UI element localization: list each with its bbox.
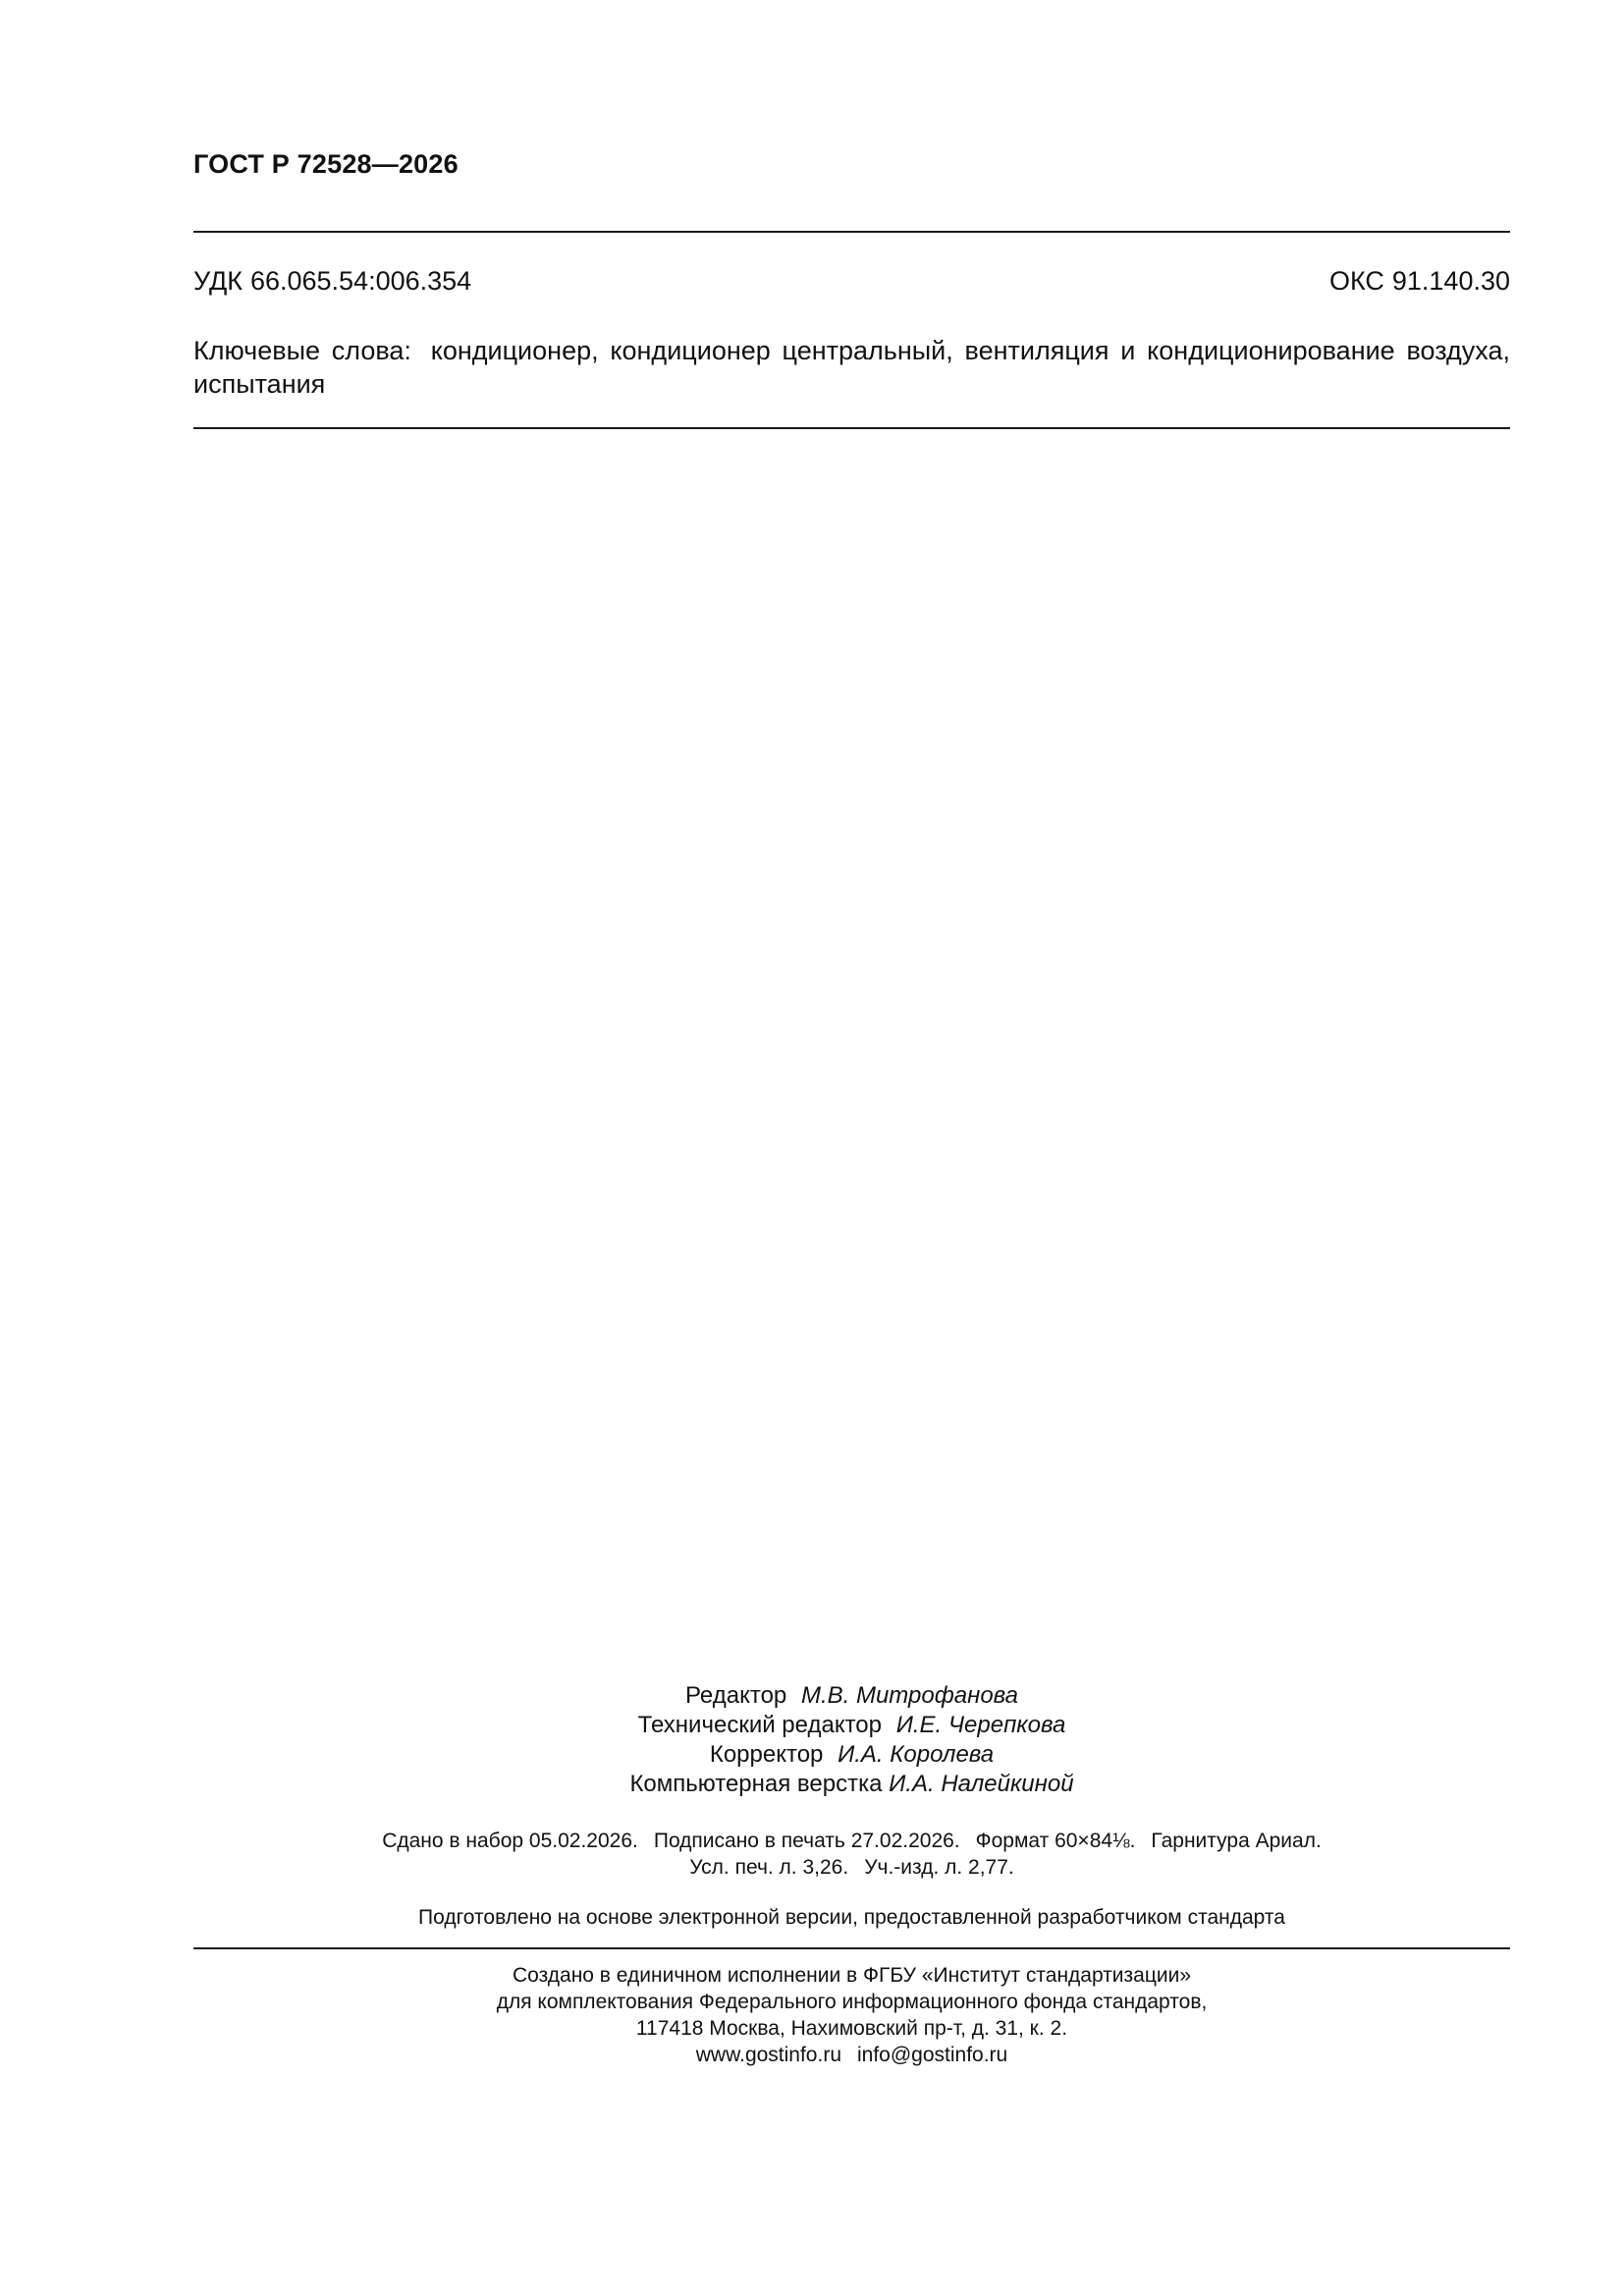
credit-name: М.В. Митрофанова	[800, 1682, 1019, 1709]
imprint-signed: Подписано в печать 27.02.2026.	[653, 1830, 960, 1852]
credit-role: Редактор	[684, 1682, 787, 1709]
publisher-contacts	[193, 2042, 1510, 2068]
credit-name: И.Е. Черепкова	[895, 1712, 1066, 1738]
imprint-block	[193, 1828, 1510, 1881]
udc-code	[193, 266, 471, 297]
credits-block	[193, 1681, 1510, 1799]
keywords-text: кондиционер, кондиционер центральный, вентиляция и кондиционирование воздуха, испытания	[193, 336, 1510, 399]
publisher-divider	[193, 1947, 1510, 1949]
publisher-email-link[interactable]: info@gostinfo.ru	[857, 2044, 1008, 2066]
publisher-address: 117418 Москва, Нахимовский пр-т, д. 31, к. 2.	[635, 2017, 1068, 2040]
keywords-block	[193, 334, 1510, 401]
imprint-print-sheets: Усл. печ. л. 3,26.	[689, 1856, 849, 1879]
imprint-pub-sheets: Уч.-изд. л. 2,77.	[864, 1856, 1014, 1879]
imprint-line-1	[193, 1828, 1510, 1854]
publisher-block	[193, 1962, 1510, 2068]
classification-row	[193, 266, 1510, 297]
credit-layout	[193, 1770, 1510, 1799]
credit-name: И.А. Королева	[838, 1741, 995, 1768]
udc-label: УДК	[193, 266, 243, 296]
keywords-divider	[193, 427, 1510, 429]
top-divider	[193, 231, 1510, 233]
credit-role: Технический редактор	[637, 1712, 883, 1738]
oks-code	[1329, 266, 1510, 297]
imprint-line-2	[193, 1854, 1510, 1881]
oks-label: ОКС	[1328, 266, 1384, 296]
credit-role: Корректор	[709, 1741, 824, 1768]
credit-editor	[193, 1681, 1510, 1711]
udc-value: 66.065.54:006.354	[249, 266, 472, 296]
credit-role: Компьютерная верстка	[629, 1771, 883, 1797]
credit-tech-editor	[193, 1711, 1510, 1740]
oks-value: 91.140.30	[1391, 266, 1510, 296]
credit-proofreader	[193, 1740, 1510, 1770]
imprint-format: Формат 60×84⅛.	[975, 1830, 1136, 1852]
publisher-line-1: Создано в единичном исполнении в ФГБУ «Институт стандартизации»	[512, 1964, 1192, 1987]
publisher-line-2: для комплектования Федерального информационного фонда стандартов,	[496, 1991, 1208, 2013]
document-id: ГОСТ Р 72528—2026	[193, 149, 459, 179]
credit-name: И.А. Налейкиной	[889, 1771, 1074, 1797]
prepared-note: Подготовлено на основе электронной версии, предоставленной разработчиком стандарта	[418, 1906, 1285, 1929]
imprint-submitted: Сдано в набор 05.02.2026.	[382, 1830, 638, 1852]
keywords-label: Ключевые слова:	[193, 336, 411, 365]
publisher-website-link[interactable]: www.gostinfo.ru	[695, 2044, 841, 2066]
imprint-typeface: Гарнитура Ариал.	[1151, 1830, 1322, 1852]
